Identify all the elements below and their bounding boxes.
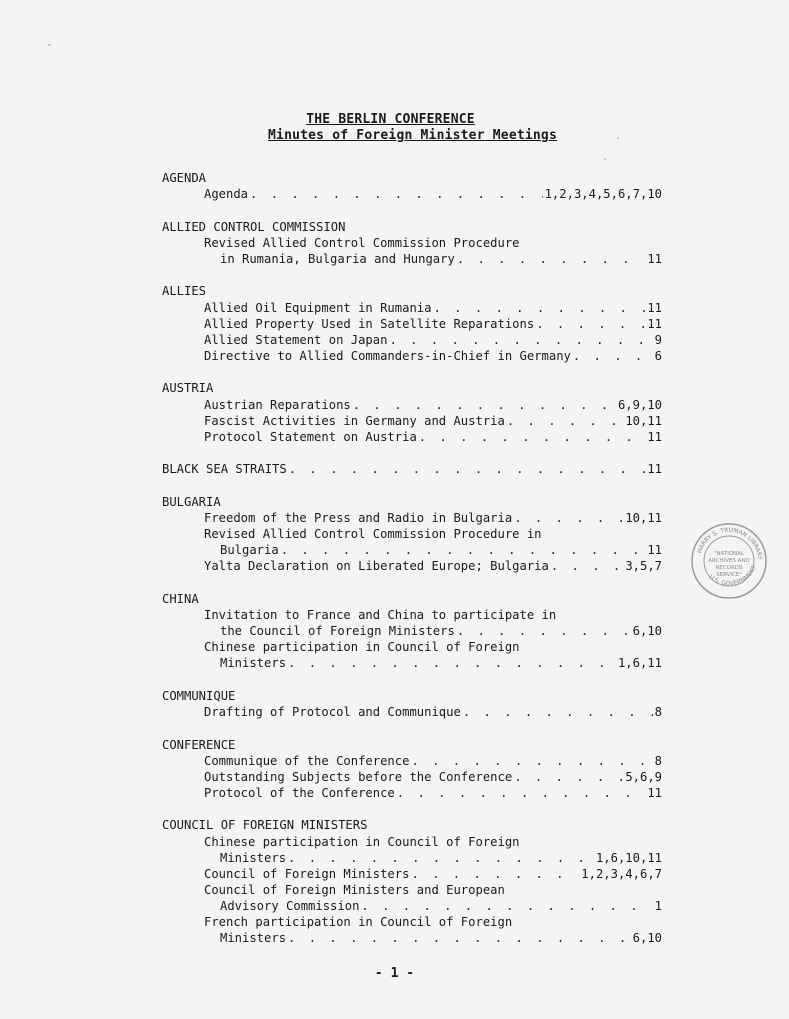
entry-row [204, 429, 662, 445]
leader-dots [433, 300, 645, 316]
entry-row [204, 866, 662, 882]
page-references: 9 [654, 332, 662, 347]
index-entry [162, 348, 662, 364]
section-heading: ALLIES [162, 284, 207, 299]
entry-text: Council of Foreign Ministers and European [204, 882, 505, 897]
svg-text:RECORDS: RECORDS [715, 565, 743, 571]
page-references: 8 [654, 704, 662, 719]
entry-row [204, 397, 662, 413]
leader-dots [281, 542, 646, 558]
section-heading: ALLIED CONTROL COMMISSION [162, 219, 346, 234]
svg-text:SERVICE": SERVICE" [716, 572, 742, 578]
leader-dots [536, 316, 645, 332]
entry-row [204, 930, 662, 946]
page-references: 11 [647, 316, 662, 331]
entry-row [204, 332, 662, 348]
leader-dots [457, 623, 631, 639]
section-heading: AUSTRIA [162, 381, 214, 396]
leader-dots [288, 930, 631, 946]
leader-dots [288, 655, 616, 671]
entry-text: Agenda [204, 187, 249, 202]
page-number: - 1 - [374, 966, 415, 981]
leader-dots [250, 186, 543, 202]
page-references: 1,6,10,11 [595, 850, 662, 865]
page-references: 11 [647, 251, 662, 266]
index-section [162, 494, 662, 574]
index-entry [162, 639, 662, 671]
page-references: 8 [654, 753, 662, 768]
entry-text: Ministers [220, 931, 287, 946]
page-references: 6,9,10 [617, 397, 662, 412]
section-heading: BULGARIA [162, 494, 221, 509]
entry-row [204, 316, 662, 332]
archive-stamp [690, 522, 768, 600]
page-references: 1,6,11 [617, 656, 662, 671]
index-entry [162, 607, 662, 639]
page-references: 10,11 [625, 511, 662, 525]
leader-dots [457, 251, 646, 267]
entry-text: Ministers [220, 656, 287, 671]
index-entry [162, 769, 662, 785]
entry-row [204, 348, 662, 364]
entry-text: Protocol Statement on Austria [204, 429, 417, 444]
page-references: 3,5,7 [625, 559, 662, 574]
entry-text: Ministers [220, 850, 287, 865]
entry-text: Chinese participation in Council of Foreign [204, 834, 520, 849]
index-content [162, 170, 662, 963]
leader-dots [507, 413, 623, 429]
page-references: 11 [647, 785, 662, 800]
entry-row [204, 558, 662, 574]
leader-dots [419, 429, 646, 445]
page-references: 11 [647, 300, 662, 315]
page-references: 6,10 [632, 931, 662, 946]
entry-row [204, 785, 662, 801]
section-heading: CHINA [162, 591, 199, 606]
page-references: 1 [654, 898, 662, 913]
index-entry [162, 429, 662, 445]
index-entry [162, 785, 662, 801]
paper-speck [604, 158, 606, 160]
section-heading: BLACK SEA STRAITS [162, 462, 287, 477]
page-references: 11 [647, 429, 662, 444]
entry-row [204, 510, 662, 526]
entry-row [204, 251, 662, 267]
index-entry [162, 526, 662, 558]
entry-row [204, 850, 662, 866]
index-entry [162, 558, 662, 574]
page-references: 5,6,9 [625, 769, 662, 784]
leader-dots [353, 397, 616, 413]
page-references: 11 [647, 462, 662, 477]
entry-text: Yalta Declaration on Liberated Europe; Bulgaria [204, 559, 549, 574]
page-references: 11 [647, 543, 662, 558]
entry-text: the Council of Foreign Ministers [220, 624, 455, 639]
entry-row [204, 186, 662, 202]
entry-text: Drafting of Protocol and Communique [204, 704, 461, 719]
entry-text: French participation in Council of Foreign [204, 914, 513, 929]
index-section [162, 170, 662, 202]
svg-text:HARRY S. TRUMAN LIBRARY: HARRY S. TRUMAN LIBRARY [696, 526, 764, 561]
section-heading: COMMUNIQUE [162, 688, 236, 703]
entry-text: in Rumania, Bulgaria and Hungary [220, 251, 455, 266]
document-title: THE BERLIN CONFERENCE [306, 112, 475, 127]
svg-text:ARCHIVES AND: ARCHIVES AND [708, 558, 750, 564]
paper-speck [48, 44, 51, 46]
index-section [162, 283, 662, 363]
index-entry [162, 300, 662, 316]
index-entry [162, 186, 662, 202]
entry-text: Allied Statement on Japan [204, 332, 388, 347]
index-entry [162, 316, 662, 332]
section-heading-row [162, 461, 662, 477]
index-entry [162, 834, 662, 866]
entry-row [204, 898, 662, 914]
entry-row [204, 300, 662, 316]
leader-dots [514, 510, 623, 526]
section-heading: COUNCIL OF FOREIGN MINISTERS [162, 818, 368, 833]
index-section [162, 380, 662, 444]
leader-dots [411, 753, 652, 769]
page-references: 1,2,3,4,5,6,7,10 [544, 187, 662, 202]
svg-text:"NATIONAL: "NATIONAL [713, 551, 745, 557]
svg-text:U.S. GOVERNMENT: U.S. GOVERNMENT [707, 564, 758, 588]
leader-dots [463, 704, 653, 720]
page-references: 10,11 [625, 413, 662, 428]
entry-text: Communique of the Conference [204, 753, 410, 768]
entry-text: Revised Allied Control Commission Procedure in [204, 527, 542, 542]
entry-text: Protocol of the Conference [204, 785, 395, 800]
index-entry [162, 332, 662, 348]
index-section [162, 817, 662, 946]
entry-row [204, 704, 662, 720]
index-entry [162, 397, 662, 413]
paper-speck [617, 137, 619, 139]
index-entry [162, 882, 662, 914]
leader-dots [289, 461, 646, 477]
entry-text: Fascist Activities in Germany and Austria [204, 413, 505, 428]
leader-dots [411, 866, 579, 882]
entry-text: Allied Property Used in Satellite Reparations [204, 316, 535, 331]
index-entry [162, 413, 662, 429]
entry-text: Directive to Allied Commanders-in-Chief in Germany [204, 348, 571, 363]
entry-text: Austrian Reparations [204, 397, 351, 412]
entry-text: Allied Oil Equipment in Rumania [204, 300, 432, 315]
leader-dots [389, 332, 652, 348]
leader-dots [361, 898, 652, 914]
leader-dots [551, 558, 623, 574]
index-section [162, 461, 662, 477]
entry-text: Chinese participation in Council of Foreign [204, 640, 520, 655]
entry-text: Freedom of the Press and Radio in Bulgaria [204, 511, 513, 525]
index-entry [162, 753, 662, 769]
entry-row [204, 769, 662, 785]
index-entry [162, 704, 662, 720]
leader-dots [514, 769, 623, 785]
index-section [162, 219, 662, 267]
document-subtitle: Minutes of Foreign Minister Meetings [268, 128, 557, 143]
entry-text: Advisory Commission [220, 898, 360, 913]
section-heading: AGENDA [162, 171, 207, 185]
entry-text: Outstanding Subjects before the Conference [204, 769, 513, 784]
entry-text: Invitation to France and China to participate in [204, 607, 557, 622]
leader-dots [397, 785, 646, 801]
entry-row [204, 623, 662, 639]
page-references: 1,2,3,4,6,7 [581, 866, 662, 881]
leader-dots [288, 850, 594, 866]
page-references: 6 [654, 348, 662, 363]
entry-text: Revised Allied Control Commission Procedure [204, 235, 520, 250]
entry-text: Council of Foreign Ministers [204, 866, 410, 881]
page-references: 6,10 [632, 624, 662, 639]
leader-dots [573, 348, 653, 364]
index-entry [162, 914, 662, 946]
section-heading: CONFERENCE [162, 737, 236, 752]
index-entry [162, 510, 662, 526]
index-entry [162, 866, 662, 882]
index-section [162, 591, 662, 671]
index-section [162, 688, 662, 720]
index-entry [162, 235, 662, 267]
index-section [162, 737, 662, 801]
entry-row [204, 753, 662, 769]
entry-row [204, 655, 662, 671]
entry-text: Bulgaria [220, 543, 279, 558]
entry-row [204, 542, 662, 558]
entry-row [204, 413, 662, 429]
